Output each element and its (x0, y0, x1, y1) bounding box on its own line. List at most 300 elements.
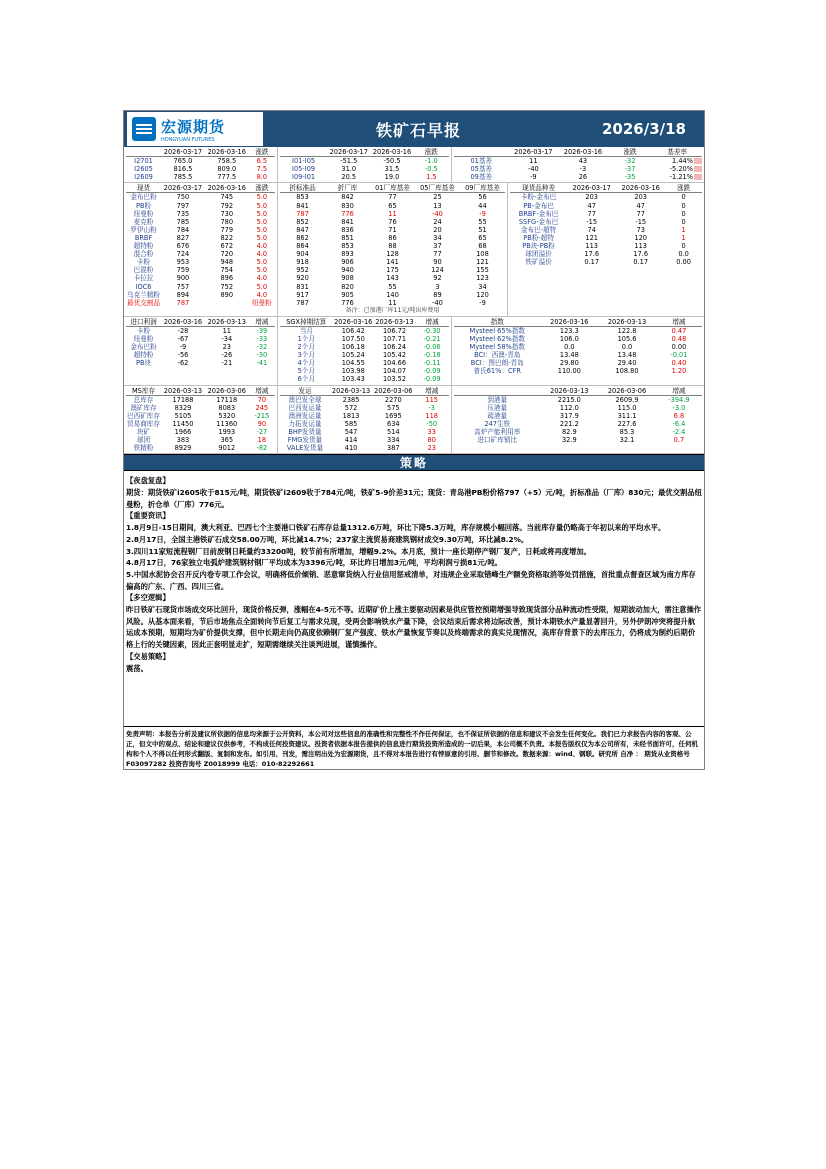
table-cell: 123.3 (559, 326, 579, 335)
table-row (126, 412, 275, 420)
import-profit-table (124, 317, 278, 385)
table-cell: 92 (433, 274, 442, 283)
table-cell: -30 (256, 351, 268, 360)
table-row (126, 299, 275, 307)
column-header: 2026-03-17 (567, 184, 616, 193)
table-cell: 6.5 (256, 157, 268, 166)
table-cell: 超特粉 (133, 242, 154, 251)
table-cell: 410 (344, 444, 358, 453)
table-cell: 铁精粉 (133, 444, 154, 453)
strategy-line: 【交易策略】 (126, 651, 170, 661)
table-cell: 103.52 (382, 375, 407, 384)
table-cell: 90 (257, 419, 267, 428)
table-cell: 113 (585, 242, 598, 251)
table-cell: 120 (634, 233, 647, 242)
table-cell: 2385 (342, 395, 360, 404)
table-cell: 920 (296, 274, 309, 283)
column-header (454, 387, 541, 396)
column-header: 2026-03-06 (374, 386, 413, 395)
index-grid (454, 318, 702, 376)
spot-grid (126, 184, 275, 306)
column-header: 基差率 (652, 148, 702, 157)
table-row (280, 436, 449, 444)
table-cell: 13 (433, 201, 442, 210)
table-cell: 23 (222, 343, 231, 352)
table-row (126, 226, 275, 234)
table-cell: 18 (257, 436, 267, 445)
table-row (454, 412, 702, 420)
table-cell: 33 (427, 428, 436, 436)
import-grid (126, 318, 275, 368)
table-cell: 0 (681, 209, 686, 218)
table-cell: -32 (624, 157, 636, 166)
table-cell: 13.48 (559, 351, 579, 360)
index-table (452, 317, 704, 385)
table-row (126, 258, 275, 266)
table-cell: 745 (220, 193, 234, 202)
table-cell: 5.0 (256, 201, 268, 210)
table-cell: 巴西矿库存 (127, 411, 160, 420)
table-cell: 0.17 (633, 258, 649, 267)
table-row (280, 395, 449, 404)
table-row (280, 412, 449, 420)
table-cell: 11450 (172, 419, 194, 428)
table-cell: 51 (478, 225, 487, 234)
column-header: 2026-03-13 (331, 386, 371, 395)
table-cell: 107.50 (341, 334, 365, 343)
table-cell: 0 (681, 217, 686, 226)
table-row (126, 359, 275, 367)
table-cell: 894 (176, 290, 190, 299)
table-cell: 104.55 (341, 359, 365, 368)
table-cell: 862 (296, 233, 309, 242)
table-header-row (280, 387, 449, 396)
table-cell: 124 (431, 266, 444, 275)
table-cell: 853 (296, 193, 309, 202)
table-cell: 4.0 (256, 274, 268, 283)
table-cell: 123 (476, 274, 489, 283)
report-title: 铁矿石早报 (375, 120, 461, 140)
table-cell: -9 (479, 298, 486, 307)
table-row (280, 226, 505, 234)
table-cell: 5320 (218, 411, 236, 420)
table-cell: 779 (220, 225, 234, 234)
table-cell: 245 (255, 403, 269, 412)
table-cell: 777.5 (217, 173, 237, 182)
table-cell: 107.71 (382, 334, 407, 343)
table-cell: 918 (296, 258, 309, 267)
table-row (454, 326, 702, 335)
table-cell: 1 (681, 233, 686, 242)
table-row (126, 250, 275, 258)
table-row (454, 165, 702, 173)
table-cell: 11 (222, 326, 231, 335)
delivery-grid (280, 184, 505, 306)
table-cell: 4.0 (256, 242, 268, 251)
table-cell: 麦克粉 (133, 217, 154, 226)
table-row (126, 436, 275, 444)
table-cell: -3.0 (672, 403, 686, 412)
column-header (126, 148, 161, 157)
table-cell: 842 (341, 193, 354, 202)
table-cell: 77 (587, 209, 596, 218)
table-cell: 952 (296, 266, 309, 275)
table-row (126, 193, 275, 202)
table-cell: PB块-PB粉 (522, 242, 555, 251)
table-row (510, 210, 702, 218)
table-cell: -0.11 (423, 359, 441, 368)
table-row (126, 335, 275, 343)
table-cell: -3 (579, 165, 587, 174)
table-cell: 106.24 (382, 343, 407, 352)
table-row (280, 202, 505, 210)
table-row (126, 173, 275, 181)
section-profit (124, 317, 704, 386)
table-cell: 4个月 (297, 359, 315, 368)
table-cell: 普氏61%：CFR (473, 367, 521, 376)
table-cell: 757 (176, 282, 190, 291)
table-row (126, 218, 275, 226)
table-row (280, 367, 449, 375)
spot-spread-table (508, 183, 704, 315)
table-cell: 力拓发运量 (288, 419, 322, 428)
table-cell: 65 (388, 201, 397, 210)
table-cell: 841 (296, 201, 309, 210)
table-row (280, 326, 449, 335)
table-row (126, 210, 275, 218)
strategy-line: 期货：期货铁矿i2605收于815元/吨，期货铁矿i2609收于784元/吨，铁矿5-9价差31元；现货：青岛港PB粉价格797（+5）元/吨，折标准品（厂库）830元；最优交割品纽曼粉，折仓单（厂库）776元。 (126, 487, 702, 509)
column-header: 现货品种差 (510, 184, 567, 193)
table-row (280, 157, 449, 166)
table-row (510, 226, 702, 234)
table-cell: 2215.0 (557, 395, 581, 404)
table-cell: 0.48 (671, 334, 687, 343)
table-cell: 906 (341, 258, 354, 267)
table-cell: 纽曼粉 (133, 334, 154, 343)
table-row (510, 193, 702, 202)
table-cell: 121 (585, 233, 598, 242)
table-cell: 74 (587, 225, 596, 234)
table-row (126, 242, 275, 250)
table-cell: 86 (388, 233, 397, 242)
table-cell: -0.5 (424, 165, 438, 174)
company-logo (127, 112, 263, 146)
table-cell: 乌克兰精粉 (127, 290, 160, 299)
table-cell: 106.42 (341, 326, 365, 335)
table-cell: 金布巴-超特 (520, 225, 557, 234)
table-cell: I2609 (134, 173, 153, 182)
table-cell: 5.0 (256, 258, 268, 267)
table-cell: 797 (176, 201, 190, 210)
table-cell: -51.5 (340, 157, 358, 166)
table-cell: 676 (176, 242, 190, 251)
table-row (280, 343, 449, 351)
table-cell: 89 (433, 290, 442, 299)
table-cell: 1813 (342, 411, 360, 420)
column-header: 2026-03-16 (541, 318, 599, 327)
table-row (126, 266, 275, 274)
column-header: 2026-03-13 (375, 317, 414, 326)
table-cell: 836 (341, 225, 354, 234)
table-cell: 0.7 (673, 436, 685, 445)
table-header-row (126, 184, 275, 193)
report-date: 2026/3/18 (601, 120, 686, 138)
table-row (510, 218, 702, 226)
table-cell: 43 (578, 157, 588, 166)
table-cell: FMG发货量 (287, 436, 323, 445)
table-row (126, 428, 275, 436)
table-row (454, 157, 702, 166)
table-cell: 31.5 (384, 165, 400, 174)
table-cell: 759 (176, 266, 190, 275)
port-grid (454, 387, 702, 445)
table-cell: 76 (388, 217, 397, 226)
table-cell: Mysteel 65%指数 (469, 326, 525, 335)
table-cell: BRBF-金布巴 (518, 209, 559, 218)
table-cell: 103.43 (341, 375, 365, 384)
table-cell: 3个月 (297, 351, 315, 360)
table-row (280, 420, 449, 428)
table-row (454, 335, 702, 343)
table-row (454, 395, 702, 404)
table-cell: 7.5 (256, 165, 268, 174)
table-cell: 8329 (174, 403, 192, 412)
table-cell: 896 (220, 274, 234, 283)
basis-rate-bar (694, 174, 702, 180)
table-row (280, 173, 449, 181)
table-cell: 球团 (136, 436, 151, 445)
table-cell: 575 (387, 403, 400, 412)
table-cell: 221.2 (559, 419, 579, 428)
table-cell: 816.5 (173, 165, 193, 174)
table-cell: 103.98 (341, 367, 365, 376)
table-cell: 784 (176, 225, 190, 234)
table-header-row (280, 184, 505, 193)
column-header: 增减 (656, 318, 702, 327)
table-cell: 1 (681, 225, 686, 234)
table-cell: 311.1 (617, 411, 637, 420)
report-sheet (123, 110, 705, 770)
table-cell: 0.00 (676, 258, 691, 267)
column-header: 2026-03-17 (327, 148, 370, 157)
table-cell: 754 (220, 266, 234, 275)
table-row (126, 395, 275, 404)
table-cell: 785.5 (173, 173, 193, 182)
table-row (280, 291, 505, 299)
table-cell: 128 (386, 250, 399, 259)
table-cell: 787 (176, 298, 190, 307)
table-cell: 65 (478, 233, 487, 242)
report-header (124, 111, 704, 147)
column-header: 折标准品 (280, 184, 325, 193)
table-header-row (280, 318, 449, 327)
strategy-line: 【夜盘复盘】 (126, 476, 170, 486)
table-cell: 贸易商库存 (127, 419, 160, 428)
table-cell: 141 (386, 258, 399, 267)
table-cell: 19.0 (384, 173, 400, 182)
table-cell: 13.48 (617, 351, 637, 360)
column-header: 2026-03-16 (558, 148, 608, 157)
table-cell: 77 (433, 250, 442, 259)
table-row (126, 420, 275, 428)
table-cell: 澳巴发全球 (288, 395, 322, 404)
column-header: 2026-03-13 (541, 387, 599, 396)
table-row (126, 202, 275, 210)
table-cell: 758.5 (217, 157, 237, 166)
table-cell: 730 (220, 209, 234, 218)
table-row (280, 335, 449, 343)
table-cell: 547 (344, 428, 358, 436)
table-cell: 88 (388, 242, 397, 251)
column-header: MS库存 (126, 387, 161, 396)
table-cell: 6.8 (673, 411, 685, 420)
table-cell: -5.20% (652, 165, 702, 173)
column-header: SGX掉期结算 (280, 318, 333, 327)
table-cell: 17118 (216, 395, 238, 404)
logo-chinese-name: 宏源期货 (161, 117, 226, 136)
table-row (280, 428, 449, 436)
table-cell: 787 (296, 209, 309, 218)
table-cell: 841 (341, 217, 354, 226)
delivery-note: 备注：已加港厂库11元/吨出库费用 (345, 306, 440, 314)
table-cell: 8.0 (256, 173, 268, 182)
table-cell: 203 (634, 193, 647, 202)
table-header-row (126, 148, 275, 157)
table-cell: 17.6 (584, 250, 600, 259)
table-cell: 890 (220, 290, 234, 299)
table-cell: 105.42 (382, 351, 407, 360)
table-cell: 疏港量 (487, 411, 508, 420)
spot-table (124, 183, 278, 315)
delivery-table (278, 183, 508, 315)
table-cell: 巴混粉 (133, 266, 154, 275)
table-cell: BRBF (134, 233, 153, 242)
table-cell: 776 (341, 298, 354, 307)
table-cell: 387 (387, 444, 400, 453)
table-cell: 9012 (218, 444, 236, 453)
table-cell: 5.0 (256, 217, 268, 226)
table-cell: 809.0 (217, 165, 237, 174)
table-cell: 155 (476, 266, 489, 275)
column-header: 2026-03-16 (616, 184, 665, 193)
column-header: 05厂库基差 (415, 184, 460, 193)
table-cell: 球团溢价 (525, 250, 552, 259)
table-cell: 785 (176, 217, 190, 226)
table-cell: 0.0 (678, 250, 689, 259)
table-row (126, 157, 275, 166)
table-cell: Mysteel 62%指数 (469, 334, 525, 343)
table-cell: -1.21% (652, 173, 702, 181)
table-cell: I2701 (134, 157, 153, 166)
table-cell: 106.0 (559, 334, 579, 343)
table-cell: 1695 (384, 411, 402, 420)
table-cell: 0 (681, 242, 686, 251)
table-cell: 365 (220, 436, 234, 445)
table-cell: 175 (386, 266, 399, 275)
table-cell: 724 (176, 250, 190, 259)
table-header-row (126, 387, 275, 396)
strategy-line: 震荡。 (126, 663, 148, 673)
table-cell: 893 (341, 250, 354, 259)
port-table (452, 386, 704, 454)
table-row (126, 444, 275, 452)
table-cell: 5.0 (256, 225, 268, 234)
table-cell: 2609.9 (615, 395, 639, 404)
column-header: 指数 (454, 318, 541, 327)
table-cell: 32.1 (619, 436, 635, 445)
table-cell: 37 (433, 242, 442, 251)
table-cell: 1.20 (671, 367, 687, 376)
table-cell: 47 (636, 201, 645, 210)
table-cell: 853 (341, 242, 354, 251)
table-row (510, 242, 702, 250)
table-cell: 104.66 (382, 359, 407, 368)
table-cell: 56 (478, 193, 487, 202)
table-cell: 4.0 (256, 290, 268, 299)
table-row (454, 404, 702, 412)
table-cell: 23 (427, 444, 436, 453)
table-cell: -40 (432, 209, 443, 218)
table-header-row (126, 318, 275, 327)
table-cell: 卡拉拉 (133, 274, 154, 283)
shipment-table (278, 386, 452, 454)
column-header: 增减 (414, 387, 449, 396)
column-header: 折厂库 (325, 184, 370, 193)
table-row (126, 343, 275, 351)
table-row (280, 359, 449, 367)
table-row (126, 234, 275, 242)
strategy-text (124, 471, 704, 726)
futures-grid (126, 148, 275, 181)
table-cell: 831 (296, 282, 309, 291)
table-row (280, 258, 505, 266)
table-cell: 940 (341, 266, 354, 275)
table-cell: 26 (578, 173, 588, 182)
table-cell: 900 (176, 274, 190, 283)
table-header-row (454, 148, 702, 157)
table-row (454, 359, 702, 367)
table-cell: 卡粉 (136, 326, 151, 335)
column-header (280, 148, 327, 157)
column-header: 2026-03-16 (205, 184, 249, 193)
table-cell: 792 (220, 201, 234, 210)
table-cell: 904 (296, 250, 309, 259)
table-cell: -28 (177, 326, 189, 335)
table-cell: 高炉产能利用率 (474, 428, 521, 436)
table-cell: 105.24 (341, 351, 365, 360)
table-cell: 140 (386, 290, 399, 299)
table-cell: 卡粉-金布巴 (520, 193, 557, 202)
table-cell: SSFG-金布巴 (518, 217, 559, 226)
table-cell: 852 (296, 217, 309, 226)
table-cell: -56 (177, 351, 189, 360)
table-cell: 11 (529, 157, 538, 166)
table-cell: 3 (435, 282, 440, 291)
column-header: 涨跌 (249, 148, 275, 157)
table-cell: 122.8 (617, 326, 637, 335)
column-header: 进口利润 (126, 318, 161, 327)
table-cell: IOC6 (135, 282, 152, 291)
table-cell: 20.5 (341, 173, 357, 182)
table-cell: 70 (257, 395, 267, 404)
table-row (280, 283, 505, 291)
table-row (454, 173, 702, 181)
table-cell: 847 (296, 225, 309, 234)
table-cell: 到港量 (487, 395, 508, 404)
table-cell: 0.47 (671, 326, 687, 335)
table-cell: 864 (296, 242, 309, 251)
table-cell: 1966 (174, 428, 192, 436)
